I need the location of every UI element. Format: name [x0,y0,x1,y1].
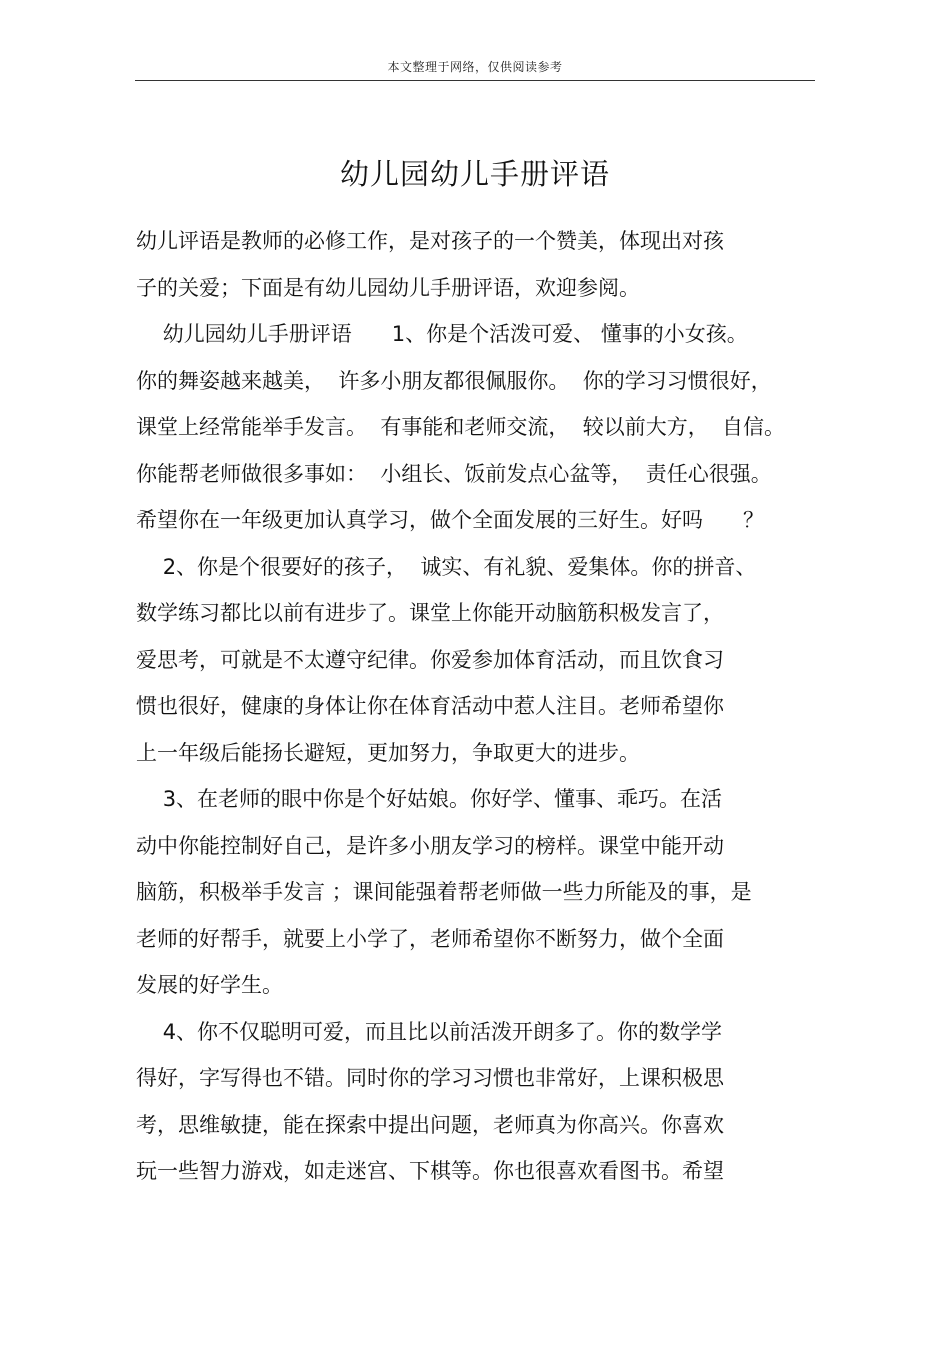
page-header: 本文整理于网络，仅供阅读参考 [387,60,563,74]
body-line: 幼儿评语是教师的必修工作，是对孩子的一个赞美，体现出对孩 [136,229,724,253]
body-line: 动中你能控制好自己，是许多小朋友学习的榜样。课堂中能开动 [136,833,724,858]
body-line: 子的关爱；下面是有幼儿园幼儿手册评语，欢迎参阅。 [136,275,640,300]
body-line: 3、在老师的眼中你是个好姑娘。你好学、懂事、乖巧。在活 [136,787,723,811]
body-line: 爱思考，可就是不太遵守纪律。你爱参加体育活动，而且饮食习 [136,647,724,672]
body-line: 幼儿园幼儿手册评语 1、你是个活泼可爱、 懂事的小女孩。 [136,322,748,346]
body-line: 4、你不仅聪明可爱，而且比以前活泼开朗多了。你的数学学 [136,1019,723,1044]
body-line: 希望你在一年级更加认真学习，做个全面发展的三好生。好吗 ？ [136,508,765,532]
body-line: 脑筋，积极举手发言 ；课间能强着帮老师做一些力所能及的事，是 [136,880,752,904]
body-line: 发展的好学生。 [136,973,283,997]
body-line: 你能帮老师做很多事如： 小组长、饭前发点心盆等， 责任心很强。 [136,461,772,486]
body-line: 课堂上经常能举手发言。 有事能和老师交流， 较以前大方， 自信。 [136,415,786,439]
body-line: 玩一些智力游戏，如走迷宫、下棋等。你也很喜欢看图书。希望 [136,1159,724,1183]
body-line: 2、你是个很要好的孩子， 诚实、有礼貌、爱集体。你的拼音、 [136,554,757,579]
header-divider [135,80,815,81]
body-line: 考，思维敏捷，能在探索中提出问题，老师真为你高兴。你喜欢 [136,1112,724,1137]
body-line: 得好，字写得也不错。同时你的学习习惯也非常好，上课积极思 [136,1066,724,1090]
document-body [136,218,816,1195]
body-line: 惯也很好，健康的身体让你在体育活动中惹人注目。老师希望你 [136,694,724,718]
body-line: 数学练习都比以前有进步了。课堂上你能开动脑筋积极发言了， [136,601,724,625]
body-line: 你的舞姿越来越美， 许多小朋友都很佩服你。 你的学习习惯很好， [136,368,772,393]
body-line: 老师的好帮手，就要上小学了，老师希望你不断努力，做个全面 [136,926,724,951]
body-line: 上一年级后能扬长避短，更加努力，争取更大的进步。 [136,740,640,765]
document-title: 幼儿园幼儿手册评语 [339,157,610,191]
